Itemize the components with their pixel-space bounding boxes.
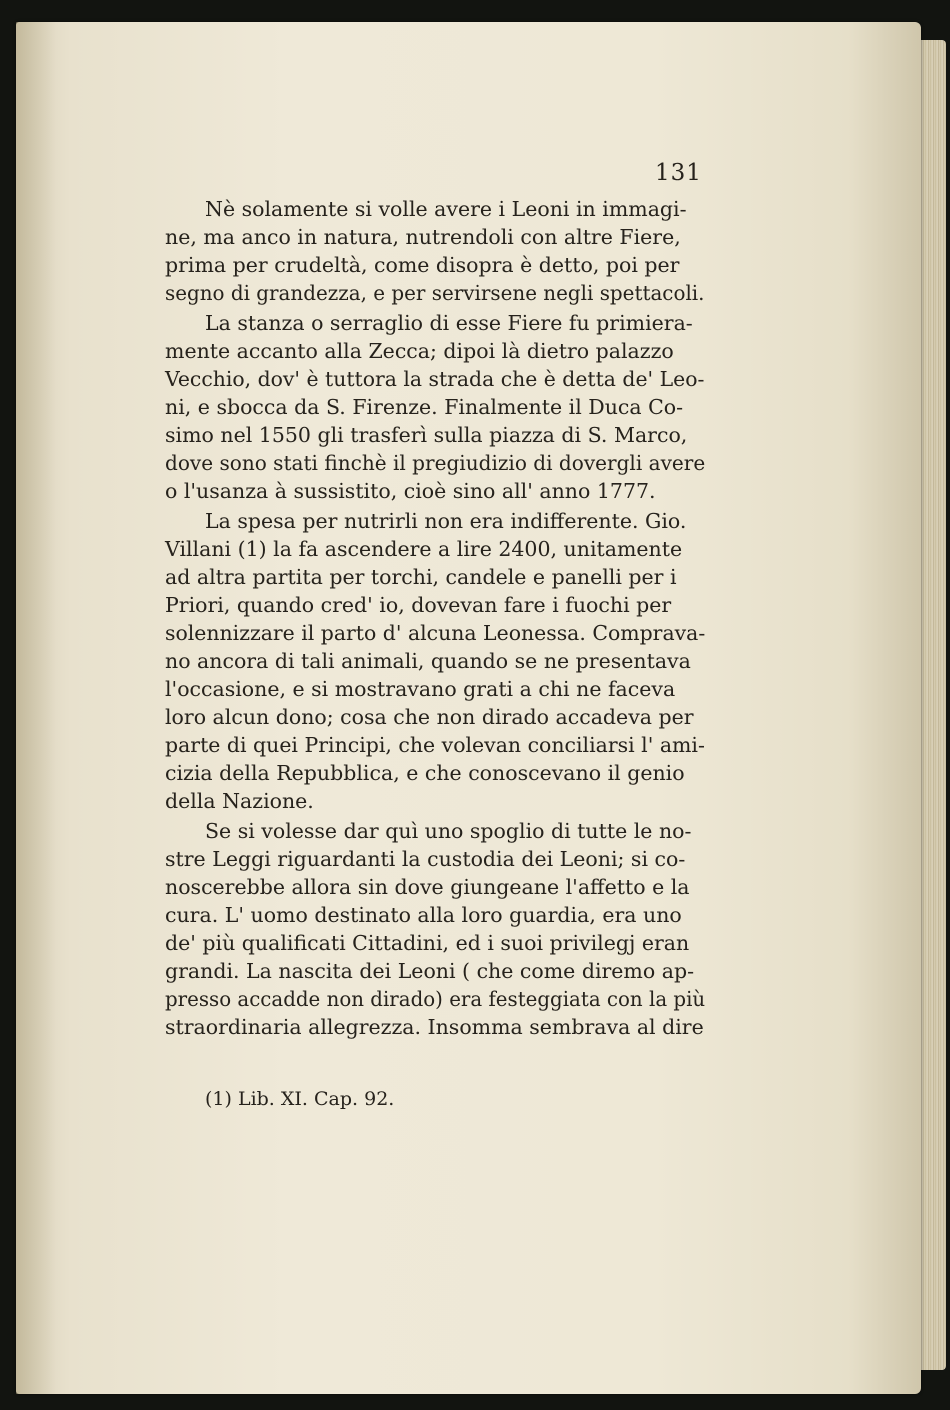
footnote: (1) Lib. XI. Cap. 92. [205,1088,395,1110]
page-number: 131 [655,160,702,186]
text-line: cura. L' uomo destinato alla loro guardia, era uno [165,903,682,927]
text-line: dove sono stati finchè il pregiudizio di dovergli avere [165,451,706,475]
text-line: ne, ma anco in natura, nutrendoli con altre Fiere, [165,225,681,249]
text-line: ad altra partita per torchi, candele e panelli per i [165,565,677,589]
text-line: mente accanto alla Zecca; dipoi là dietro palazzo [165,339,674,363]
text-line: stre Leggi riguardanti la custodia dei Leoni; si co- [165,847,686,871]
text-line: Priori, quando cred' io, dovevan fare i fuochi per [165,593,672,617]
text-line: straordinaria allegrezza. Insomma sembrava al dire [165,1015,704,1039]
text-line: loro alcun dono; cosa che non dirado accadeva per [165,705,694,729]
text-line: no ancora di tali animali, quando se ne presentava [165,649,691,673]
text-line: l'occasione, e si mostravano grati a chi ne faceva [165,677,676,701]
text-line: La stanza o serraglio di esse Fiere fu primiera- [205,311,693,335]
text-line: della Nazione. [165,789,314,813]
text-line: o l'usanza à sussistito, cioè sino all' anno 1777. [165,479,656,503]
gutter-shadow [16,22,56,1394]
text-line: Se si volesse dar quì uno spoglio di tutte le no- [205,819,692,843]
text-line: solennizzare il parto d' alcuna Leonessa. Comprava- [165,621,706,645]
text-line: Nè solamente si volle avere i Leoni in immagi- [205,197,687,221]
text-line: noscerebbe allora sin dove giungeane l'affetto e la [165,875,690,899]
text-line: grandi. La nascita dei Leoni ( che come diremo ap- [165,959,694,983]
text-line: parte di quei Principi, che volevan conciliarsi l' ami- [165,733,705,757]
text-line: cizia della Repubblica, e che conoscevano il genio [165,761,685,785]
body-text [165,196,705,1056]
text-line: La spesa per nutrirli non era indifferente. Gio. [205,509,687,533]
text-line: simo nel 1550 gli trasferì sulla piazza di S. Marco, [165,423,688,447]
text-line: presso accadde non dirado) era festeggiata con la più [165,987,706,1011]
text-line: de' più qualificati Cittadini, ed i suoi privilegj eran [165,931,690,955]
text-line: segno di grandezza, e per servirsene negli spettacoli. [165,281,705,305]
text-line: Vecchio, dov' è tuttora la strada che è detta de' Leo- [165,367,705,391]
text-line: Villani (1) la fa ascendere a lire 2400, unitamente [165,537,683,561]
text-line: ni, e sbocca da S. Firenze. Finalmente il Duca Co- [165,395,684,419]
text-line: prima per crudeltà, come disopra è detto, poi per [165,253,680,277]
